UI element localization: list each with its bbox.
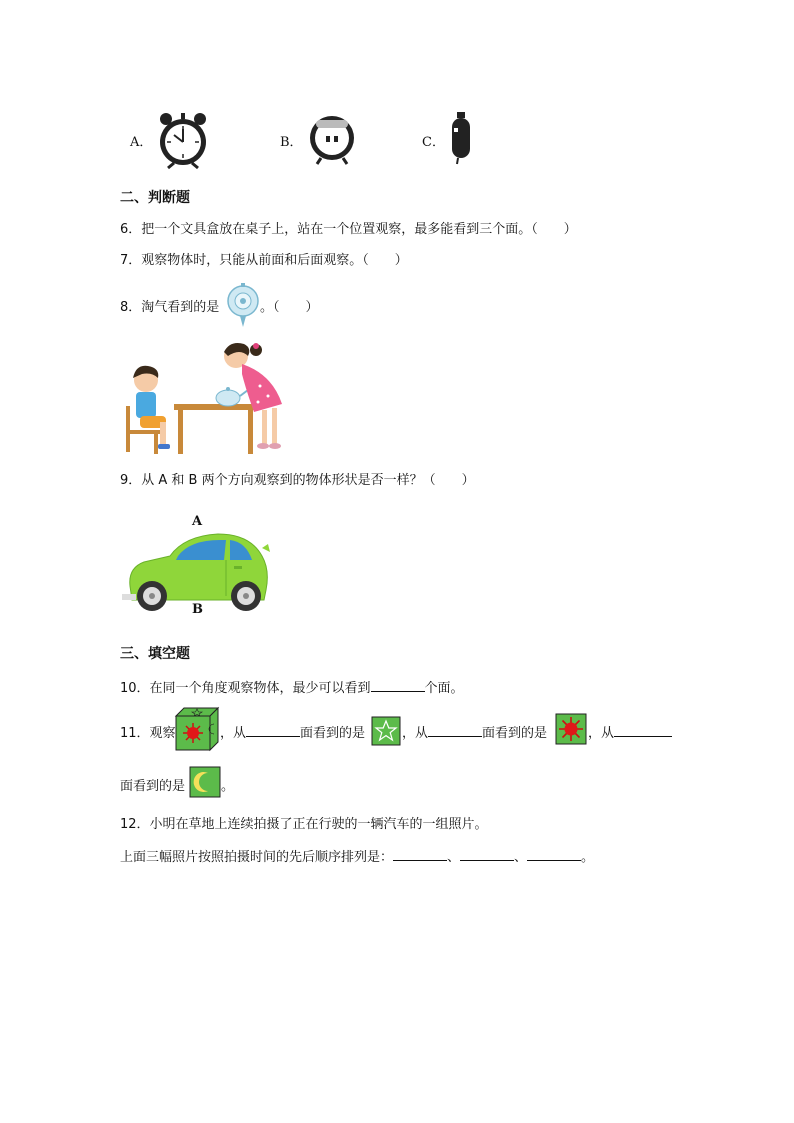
question-11-blank-2[interactable] (428, 724, 482, 737)
section-heading-fill-blank: 三、填空题 (120, 646, 190, 662)
option-a-label: A． (130, 135, 153, 150)
question-7: 7．观察物体时，只能从前面和后面观察。（ ） (120, 253, 408, 268)
question-8-prefix: 8．淘气看到的是 (120, 300, 220, 315)
car-direction-label-a: A (192, 514, 203, 529)
q12-prompt: 上面三幅照片按照拍摄时间的先后顺序排列是： (120, 850, 394, 865)
question-10-blank[interactable] (371, 679, 425, 692)
question-11-line1c (588, 722, 672, 741)
option-b-label: B． (280, 135, 303, 150)
clock-side-icon (450, 112, 472, 164)
q11-from-1: ，从 (220, 726, 247, 741)
q11-end: 。 (221, 779, 235, 794)
option-c-label: C． (422, 135, 445, 150)
question-12-blank-3[interactable] (527, 848, 581, 861)
question-11-blank-1[interactable] (246, 724, 300, 737)
question-10-suffix: 个面。 (424, 681, 464, 696)
q12-end: 。 (581, 850, 595, 865)
question-10 (120, 677, 464, 696)
teapot-top-view-icon (226, 283, 260, 329)
question-9: 9．从 A 和 B 两个方向观察到的物体形状是否一样？（ ） (120, 473, 475, 488)
question-12-blank-1[interactable] (393, 848, 447, 861)
question-12-blank-2[interactable] (460, 848, 514, 861)
q11-seen-2: 面看到的是 (482, 726, 548, 741)
clock-back-icon (306, 114, 358, 164)
moon-face-icon (190, 767, 220, 797)
q12-sep-1: 、 (447, 850, 461, 865)
clock-front-icon (154, 112, 212, 168)
question-11-line1b (402, 722, 547, 741)
question-6: 6．把一个文具盒放在桌子上，站在一个位置观察，最多能看到三个面。（ ） (120, 222, 577, 237)
section-heading-judgement: 二、判断题 (120, 190, 190, 206)
question-12: 12．小明在草地上连续拍摄了正在行驶的一辆汽车的一组照片。 (120, 817, 488, 832)
car-direction-label-b: B (192, 602, 203, 617)
question-8-suffix: 。（ ） (260, 300, 319, 315)
star-face-icon (372, 717, 400, 745)
cube-icon (176, 708, 218, 750)
q11-seen-1: 面看到的是 (300, 726, 366, 741)
sun-face-icon (556, 714, 586, 744)
question-10-prefix: 10．在同一个角度观察物体，最少可以看到 (120, 681, 371, 696)
q12-sep-2: 、 (514, 850, 528, 865)
question-12-order (120, 846, 594, 865)
question-11-prefix: 11．观察 (120, 726, 176, 741)
q11-from-3: ，从 (588, 726, 615, 741)
question-11-line1 (220, 722, 365, 741)
question-11-blank-3[interactable] (614, 724, 672, 737)
q11-from-2: ，从 (402, 726, 429, 741)
q11-seen-3: 面看到的是 (120, 779, 186, 794)
children-table-illustration (122, 338, 302, 458)
